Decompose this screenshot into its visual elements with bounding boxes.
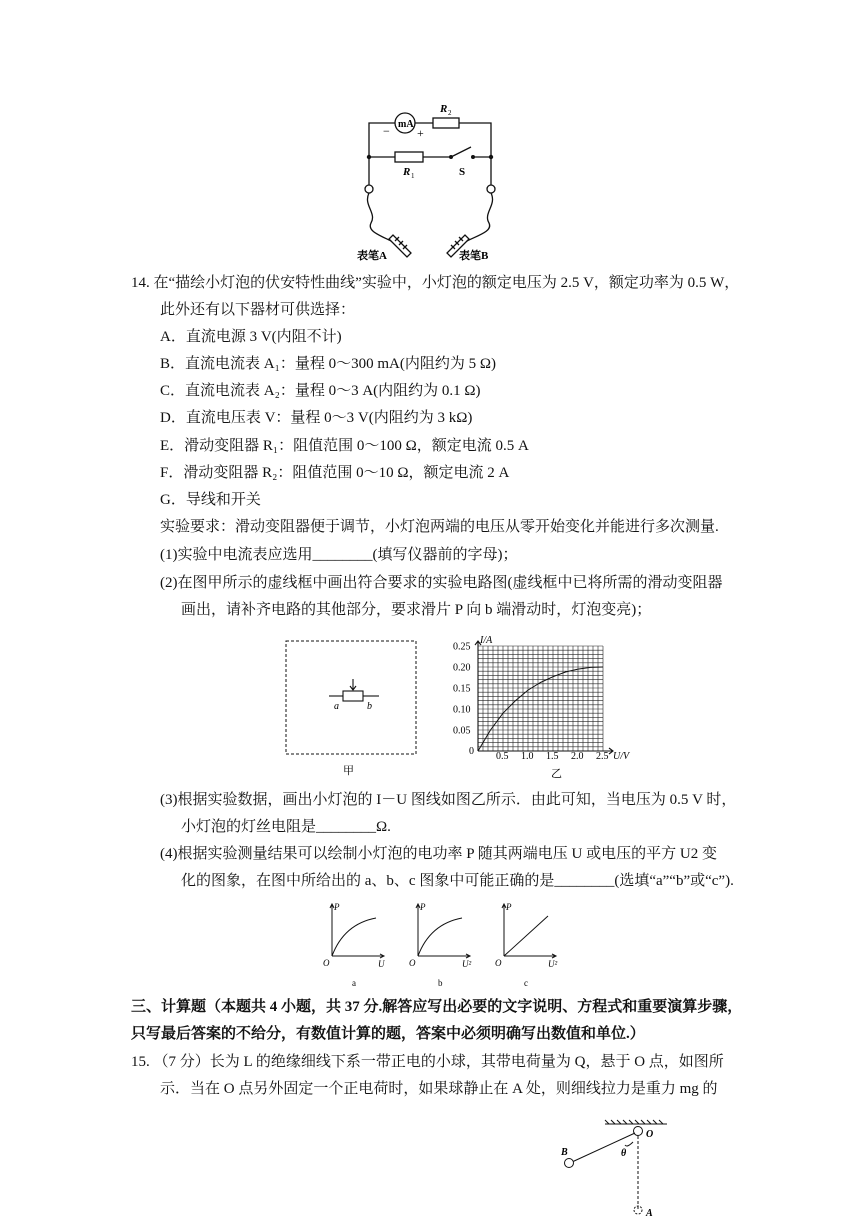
figure-yi-caption: 乙 <box>551 768 562 780</box>
q14-stem-line1: 14. 在“描绘小灯泡的伏安特性曲线”实验中，小灯泡的额定电压为 2.5 V，额定功率为 0.5 W， <box>131 275 740 291</box>
y-tick-label: 0.25 <box>453 641 471 653</box>
graph-a <box>320 898 390 990</box>
origin-label: 0 <box>469 746 474 757</box>
q14-sub2-line1: (2)在图甲所示的虚线框中画出符合要求的实验电路图(虚线框中已将所需的滑动变阻器 <box>160 575 723 591</box>
graph-b-y-label: P <box>420 902 426 912</box>
graph-c-caption: c <box>524 978 528 988</box>
graph-a-y-label: P <box>334 902 340 912</box>
point-o-label: O <box>646 1129 654 1140</box>
q14-sub3-line1: (3)根据实验数据，画出小灯泡的 I－U 图线如图乙所示．由此可知，当电压为 0.5 V 时， <box>160 792 737 808</box>
graph-a-caption: a <box>352 978 356 988</box>
section3-heading-line1: 三、计算题（本题共 4 小题，共 37 分.解答应写出必要的文字说明、方程式和重要演算步骤， <box>131 999 743 1015</box>
x-tick-label: 0.5 <box>496 751 509 762</box>
y-axis-label: I/A <box>480 635 493 646</box>
q14-option-d: D．直流电压表 V：量程 0～3 V(内阻约为 3 kΩ) <box>160 410 473 426</box>
graph-c <box>492 898 566 990</box>
probe-a-label: 表笔A <box>357 250 387 262</box>
q15-stem-line1: 15. （7 分）长为 L 的绝缘细线下系一带正电的小球，其带电荷量为 Q，悬于 O 点，如图所 <box>131 1054 724 1070</box>
y-tick-label: 0.10 <box>453 704 471 716</box>
r2-label: R <box>440 103 448 115</box>
q14-sub4-line2: 化的图象，在图中所给出的 a、b、c 图象中可能正确的是________(选填“a”“b”或“c”). <box>181 873 734 889</box>
switch-label: S <box>459 166 466 178</box>
graph-c-origin: O <box>495 958 502 968</box>
graph-c-y-label: P <box>506 902 512 912</box>
probe-b-label: 表笔B <box>459 250 489 262</box>
r1-subscript: 1 <box>411 172 415 180</box>
graph-b-x-label: U² <box>462 959 472 969</box>
plus-sign: + <box>417 126 424 140</box>
q14-stem-line2: 此外还有以下器材可供选择： <box>160 302 356 318</box>
section3-heading-line2: 只写最后答案的不给分，有数值计算的题，答案中必须明确写出数值和单位.） <box>131 1026 645 1042</box>
graph-b-caption: b <box>438 978 443 988</box>
q14-option-c: C．直流电流表 A₂：量程 0～3 A(内阻约为 0.1 Ω) <box>160 383 481 399</box>
graph-a-x-label: U <box>378 959 385 969</box>
y-tick-label: 0.05 <box>453 725 471 737</box>
milliammeter-label: mA <box>398 119 414 130</box>
x-tick-label: 2.0 <box>571 751 584 762</box>
x-tick-label: 1.0 <box>521 751 534 762</box>
graph-b <box>406 898 480 990</box>
ball-b-label: B <box>561 1147 568 1158</box>
r2-subscript: 2 <box>448 109 452 117</box>
q14-option-g: G．导线和开关 <box>160 492 261 508</box>
minus-sign: − <box>383 124 390 138</box>
graph-grid <box>478 646 603 751</box>
x-axis-label: U/V <box>613 751 630 762</box>
x-tick-label: 1.5 <box>546 751 559 762</box>
theta-label: θ <box>621 1148 627 1159</box>
q14-requirement: 实验要求：滑动变阻器便于调节，小灯泡两端的电压从零开始变化并能进行多次测量. <box>160 519 719 535</box>
x-tick-label: 2.5 <box>596 751 609 762</box>
q14-option-b: B．直流电流表 A₁：量程 0～300 mA(内阻约为 5 Ω) <box>160 356 496 372</box>
graph-a-origin: O <box>323 958 330 968</box>
rheostat-end-b: b <box>367 701 372 712</box>
y-tick-label: 0.20 <box>453 662 471 674</box>
graph-c-x-label: U² <box>548 959 558 969</box>
figure-jia-caption: 甲 <box>343 765 354 777</box>
figure-jia <box>283 638 423 780</box>
q14-option-f: F．滑动变阻器 R₂：阻值范围 0～10 Ω，额定电流 2 A <box>160 465 510 481</box>
q14-sub3-line2: 小灯泡的灯丝电阻是________Ω. <box>181 819 391 835</box>
graph-b-origin: O <box>409 958 416 968</box>
q14-sub1: (1)实验中电流表应选用________(填写仪器前的字母)； <box>160 547 518 563</box>
multimeter-circuit-figure <box>355 95 510 265</box>
q14-option-e: E．滑动变阻器 R₁：阻值范围 0～100 Ω，额定电流 0.5 A <box>160 438 529 454</box>
q14-sub4-line1: (4)根据实验测量结果可以绘制小灯泡的电功率 P 随其两端电压 U 或电压的平方 U2 变 <box>160 846 717 862</box>
point-a-label: A <box>646 1208 653 1216</box>
r1-label: R <box>403 166 411 178</box>
rheostat-end-a: a <box>334 701 339 712</box>
q14-option-a: A．直流电源 3 V(内阻不计) <box>160 329 342 345</box>
q15-stem-line2: 示．当在 O 点另外固定一个正电荷时，如果球静止在 A 处，则细线拉力是重力 mg 的 <box>160 1081 718 1097</box>
figure-yi-iu-graph <box>450 633 650 781</box>
figure-q15-pendulum <box>555 1118 675 1216</box>
q14-sub2-line2: 画出，请补齐电路的其他部分，要求滑片 P 向 b 端滑动时，灯泡变亮)； <box>181 602 652 618</box>
y-tick-label: 0.15 <box>453 683 471 695</box>
